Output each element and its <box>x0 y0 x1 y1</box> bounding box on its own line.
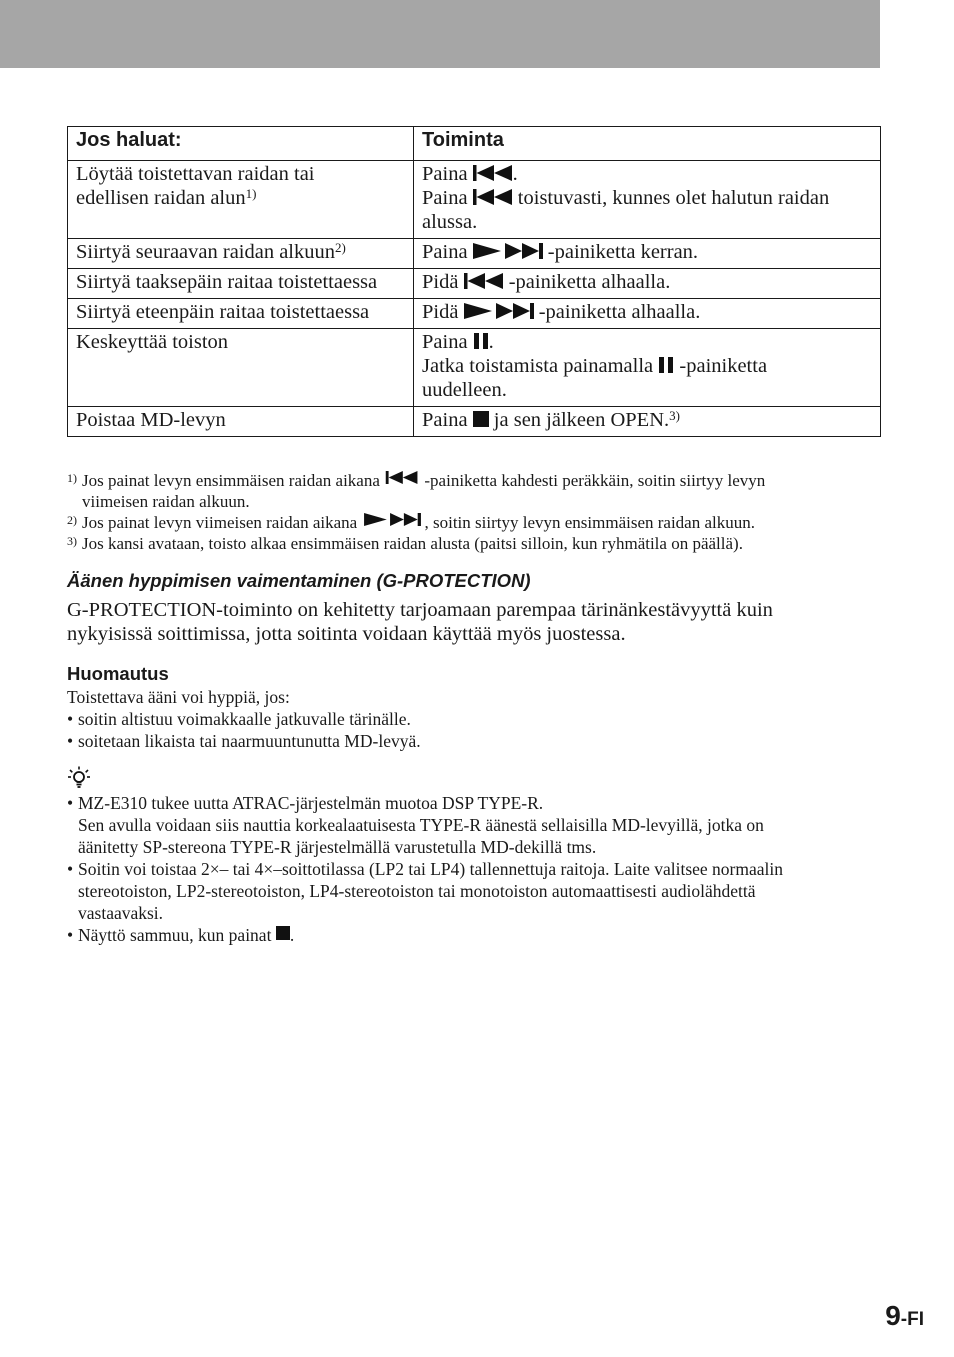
action-cell <box>414 407 881 437</box>
tip-text: stereotoiston, LP2-stereotoiston, LP4-stereotoiston tai monotoiston automaattisesti audiolähdettä <box>78 881 756 901</box>
header-want: Jos haluat: <box>68 127 414 161</box>
prev-track-icon <box>384 471 420 487</box>
tip-text: MZ-E310 tukee uutta ATRAC-järjestelmän muotoa DSP TYPE-R. <box>78 793 544 813</box>
action-text: Pidä <box>422 301 459 323</box>
tip-item: • Näyttö sammuu, kun painat . <box>67 925 295 945</box>
footnote-mark: 2) <box>67 513 77 527</box>
play-next-icon <box>361 513 424 529</box>
table-row <box>68 329 881 407</box>
note-bullet: • soitetaan likaista tai naarmuuntunutta MD-levyä. <box>67 731 421 751</box>
action-cell <box>414 329 881 407</box>
table-row <box>68 299 881 329</box>
action-text: . <box>512 163 518 185</box>
action-text: toistuvasti, kunnes olet halutun raidan <box>517 187 830 209</box>
stop-icon <box>276 926 290 942</box>
footnotes <box>67 470 881 554</box>
tip-text: Sen avulla voidaan siis nauttia korkealaatuisesta TYPE-R äänestä sellaisilla MD-levyillä, jotka on <box>78 815 764 835</box>
tip-text: . <box>289 925 295 945</box>
header-action: Toiminta <box>414 127 881 161</box>
note-bullet: • soitin altistuu voimakkaalle jatkuvalle tärinälle. <box>67 709 411 729</box>
footnote-ref: 2) <box>335 240 346 255</box>
tip-item: • MZ-E310 tukee uutta ATRAC-järjestelmän muotoa DSP TYPE-R. Sen avulla voidaan siis nauttia korkealaatuisesta TYPE-R äänestä sellaisilla MD-levyillä, jotka on äänitetty SP-stereona TYPE-R järjestelmällä varustetulla MD-dekillä tms. <box>67 792 881 858</box>
header-bar <box>0 0 880 68</box>
tip-text: äänitetty SP-stereona TYPE-R järjestelmällä varustetulla MD-dekillä tms. <box>78 837 597 857</box>
want-cell: Poistaa MD-levyn <box>68 407 414 437</box>
action-cell <box>414 161 881 239</box>
note-body <box>67 686 881 752</box>
footnote-text: -painiketta kahdesti peräkkäin, soitin siirtyy levyn <box>424 471 766 490</box>
page-number-value: 9 <box>885 1300 901 1331</box>
stop-icon <box>473 411 489 427</box>
action-cell <box>414 239 881 269</box>
tip-item: • Soitin voi toistaa 2×– tai 4×–soittotilassa (LP2 tai LP4) tallennettuja raitoja. Laite valitsee normaalin stereotoiston, LP2-stereotoiston, LP4-stereotoiston tai monotoiston automaattisesti audiolähdettä vastaavaksi. <box>67 858 881 924</box>
footnote-mark: 3) <box>67 534 77 548</box>
bullet-text: soitin altistuu voimakkaalle jatkuvalle tärinälle. <box>78 709 411 729</box>
action-text: ja sen jälkeen OPEN. <box>493 409 670 431</box>
note-intro: Toistettava ääni voi hyppiä, jos: <box>67 687 290 707</box>
want-text-line: Löytää toistettavan raidan tai <box>76 163 315 185</box>
pause-icon <box>473 333 489 349</box>
action-text: . <box>488 331 494 353</box>
lightbulb-icon <box>68 766 90 790</box>
want-cell: Keskeyttää toiston <box>68 329 414 407</box>
prev-track-icon <box>473 165 513 181</box>
footnote-text: , soitin siirtyy levyn ensimmäisen raidan alkuun. <box>424 513 755 532</box>
note-heading: Huomautus <box>67 663 169 684</box>
action-cell <box>414 299 881 329</box>
want-text-line: edellisen raidan alun <box>76 187 246 209</box>
prev-track-icon <box>464 273 504 289</box>
footnote-text: Jos kansi avataan, toisto alkaa ensimmäisen raidan alusta (paitsi silloin, kun ryhmätila on päällä). <box>82 534 743 553</box>
tip-text: Näyttö sammuu, kun painat <box>78 925 272 945</box>
pause-icon <box>658 357 674 373</box>
want-text: Siirtyä seuraavan raidan alkuun <box>76 241 336 263</box>
footnote-ref: 3) <box>669 408 680 423</box>
page-number-suffix: -FI <box>900 1309 924 1330</box>
action-text: Paina <box>422 331 468 353</box>
table-row <box>68 407 881 437</box>
action-text: Paina <box>422 241 468 263</box>
paragraph-line: G-PROTECTION-toiminto on kehitetty tarjoamaan parempaa tärinänkestävyyttä kuin <box>67 599 773 621</box>
tips-list <box>67 792 881 946</box>
footnote-text: Jos painat levyn viimeisen raidan aikana <box>82 513 358 532</box>
footnote-ref: 1) <box>245 186 257 201</box>
footnote-text: viimeisen raidan alkuun. <box>82 492 250 511</box>
play-next-icon <box>464 303 534 319</box>
tip-text: vastaavaksi. <box>78 903 164 923</box>
paragraph-line: nykyisissä soittimissa, jotta soitinta voidaan käyttää myös juostessa. <box>67 623 626 645</box>
action-text: -painiketta <box>679 355 768 377</box>
bullet-text: soitetaan likaista tai naarmuuntunutta MD-levyä. <box>78 731 421 751</box>
table-header-row <box>68 127 881 161</box>
action-text: Pidä <box>422 271 459 293</box>
table-row <box>68 269 881 299</box>
action-text: Paina <box>422 187 468 209</box>
play-next-icon <box>473 243 543 259</box>
table-row <box>68 239 881 269</box>
action-text: uudelleen. <box>422 379 507 401</box>
function-table <box>67 126 881 437</box>
tip-text: Soitin voi toistaa 2×– tai 4×–soittotilassa (LP2 tai LP4) tallennettuja raitoja. Laite valitsee normaalin <box>78 859 784 879</box>
table-row <box>68 161 881 239</box>
action-text: -painiketta alhaalla. <box>538 301 701 323</box>
prev-track-icon <box>473 189 513 205</box>
footnote-text: Jos painat levyn ensimmäisen raidan aikana <box>82 471 380 490</box>
action-text: Paina <box>422 163 468 185</box>
action-text: Paina <box>422 409 468 431</box>
footnote <box>67 470 881 512</box>
action-text: -painiketta alhaalla. <box>508 271 671 293</box>
action-cell <box>414 269 881 299</box>
action-text: alussa. <box>422 211 478 233</box>
want-cell: Siirtyä eteenpäin raitaa toistettaessa <box>68 299 414 329</box>
want-cell: Siirtyä taaksepäin raitaa toistettaessa <box>68 269 414 299</box>
want-cell <box>68 239 414 269</box>
want-cell <box>68 161 414 239</box>
footnote <box>67 512 881 533</box>
footnote-mark: 1) <box>67 471 77 485</box>
action-text: -painiketta kerran. <box>547 241 699 263</box>
page-number <box>885 1300 924 1332</box>
footnote <box>67 533 881 554</box>
gprotection-paragraph <box>67 598 881 646</box>
action-text: Jatka toistamista painamalla <box>422 355 654 377</box>
gprotection-heading: Äänen hyppimisen vaimentaminen (G-PROTECTION) <box>67 570 531 591</box>
